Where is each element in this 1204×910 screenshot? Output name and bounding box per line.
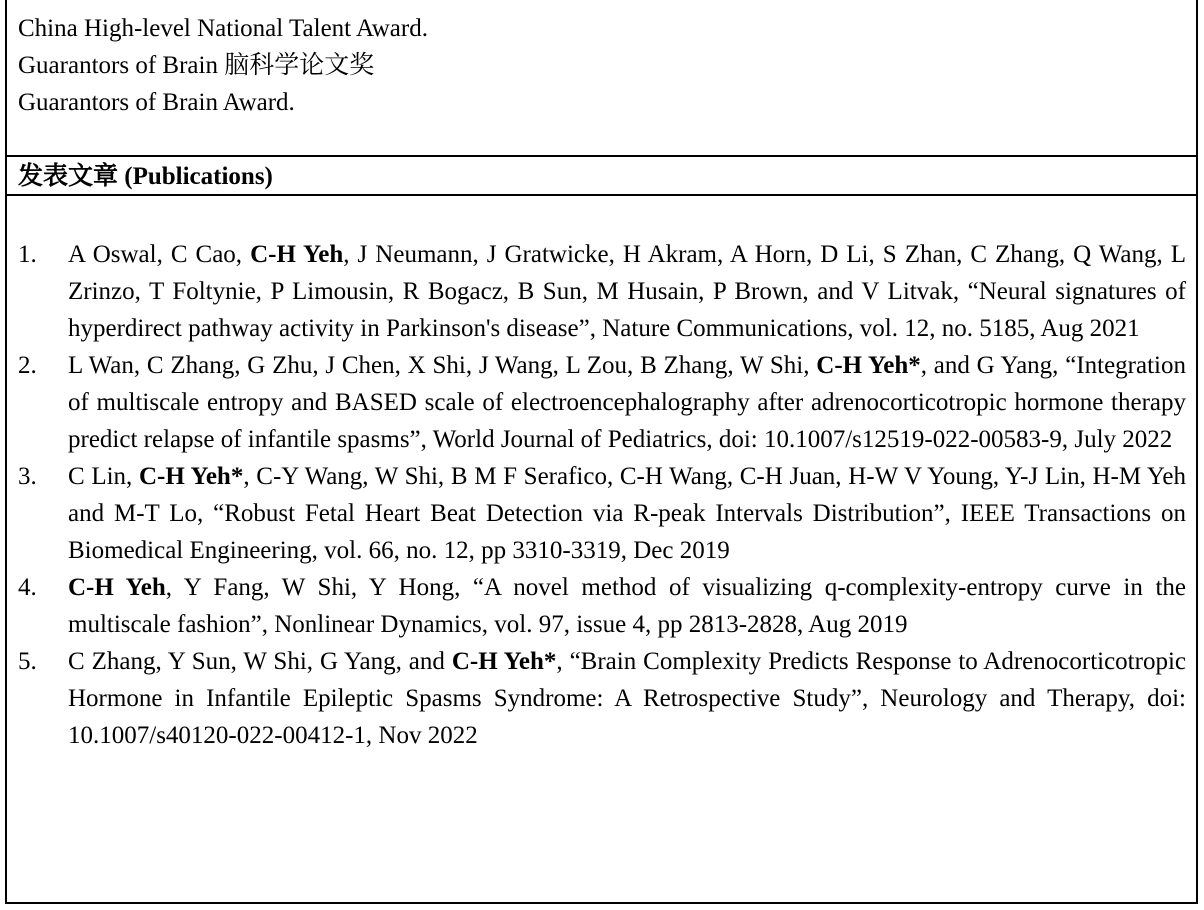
publication-item: [18, 236, 1186, 347]
award-line: China High-level National Talent Award.: [18, 15, 428, 42]
publications-heading: 发表文章 (Publications): [18, 163, 273, 190]
publication-citation: , and G Yang, “Integration of multiscale entropy and BASED scale of electroencephalography after adrenocorticotropic hormone therapy predict relapse of infantile spasms”, World Journal of Pediatrics, doi: 10.1007/s12519-022-00583-9, July 2022: [68, 352, 1186, 453]
publication-authors-before: C Zhang, Y Sun, W Shi, G Yang, and: [68, 648, 452, 675]
publication-item: [18, 569, 1186, 643]
table-divider: [5, 194, 1198, 196]
publication-item: [18, 347, 1186, 458]
publication-list: [18, 236, 1186, 754]
publication-citation: , Y Fang, W Shi, Y Hong, “A novel method of visualizing q-complexity-entropy curve in the multiscale fashion”, Nonlinear Dynamics, vol. 97, issue 4, pp 2813-2828, Aug 2019: [68, 574, 1186, 638]
publication-authors-before: C Lin,: [68, 463, 139, 490]
highlighted-author: C-H Yeh: [250, 241, 344, 268]
publication-number: 3.: [18, 463, 37, 490]
publication-item: [18, 643, 1186, 754]
publication-item: [18, 458, 1186, 569]
publication-authors-before: L Wan, C Zhang, G Zhu, J Chen, X Shi, J Wang, L Zou, B Zhang, W Shi,: [68, 352, 817, 379]
highlighted-author: C-H Yeh: [68, 574, 166, 601]
publication-number: 1.: [18, 241, 37, 268]
table-divider: [5, 155, 1198, 157]
highlighted-author: C-H Yeh*: [816, 352, 921, 379]
publication-number: 4.: [18, 574, 37, 601]
publication-number: 2.: [18, 352, 37, 379]
award-line: Guarantors of Brain Award.: [18, 89, 295, 116]
publication-authors-before: A Oswal, C Cao,: [68, 241, 251, 268]
awards-section: [18, 10, 1188, 121]
publication-citation: , J Neumann, J Gratwicke, H Akram, A Horn, D Li, S Zhan, C Zhang, Q Wang, L Zrinzo, T Foltynie, P Limousin, R Bogacz, B Sun, M Husain, P Brown, and V Litvak, “Neural signatures of hyperdirect pathway activity in Parkinson's disease”, Nature Communications, vol. 12, no. 5185, Aug 2021: [68, 241, 1187, 342]
publication-citation: , “Brain Complexity Predicts Response to Adrenocorticotropic Hormone in Infantile Epileptic Spasms Syndrome: A Retrospective Study”, Neurology and Therapy, doi: 10.1007/s40120-022-00412-1, Nov 2022: [68, 648, 1186, 749]
award-line: Guarantors of Brain 脑科学论文奖: [18, 52, 375, 79]
highlighted-author: C-H Yeh*: [138, 463, 244, 490]
publication-number: 5.: [18, 648, 37, 675]
highlighted-author: C-H Yeh*: [451, 648, 557, 675]
publication-citation: , C-Y Wang, W Shi, B M F Serafico, C-H Wang, C-H Juan, H-W V Young, Y-J Lin, H-M Yeh and M-T Lo, “Robust Fetal Heart Beat Detection via R-peak Intervals Distribution”, IEEE Transactions on Biomedical Engineering, vol. 66, no. 12, pp 3310-3319, Dec 2019: [68, 463, 1186, 564]
